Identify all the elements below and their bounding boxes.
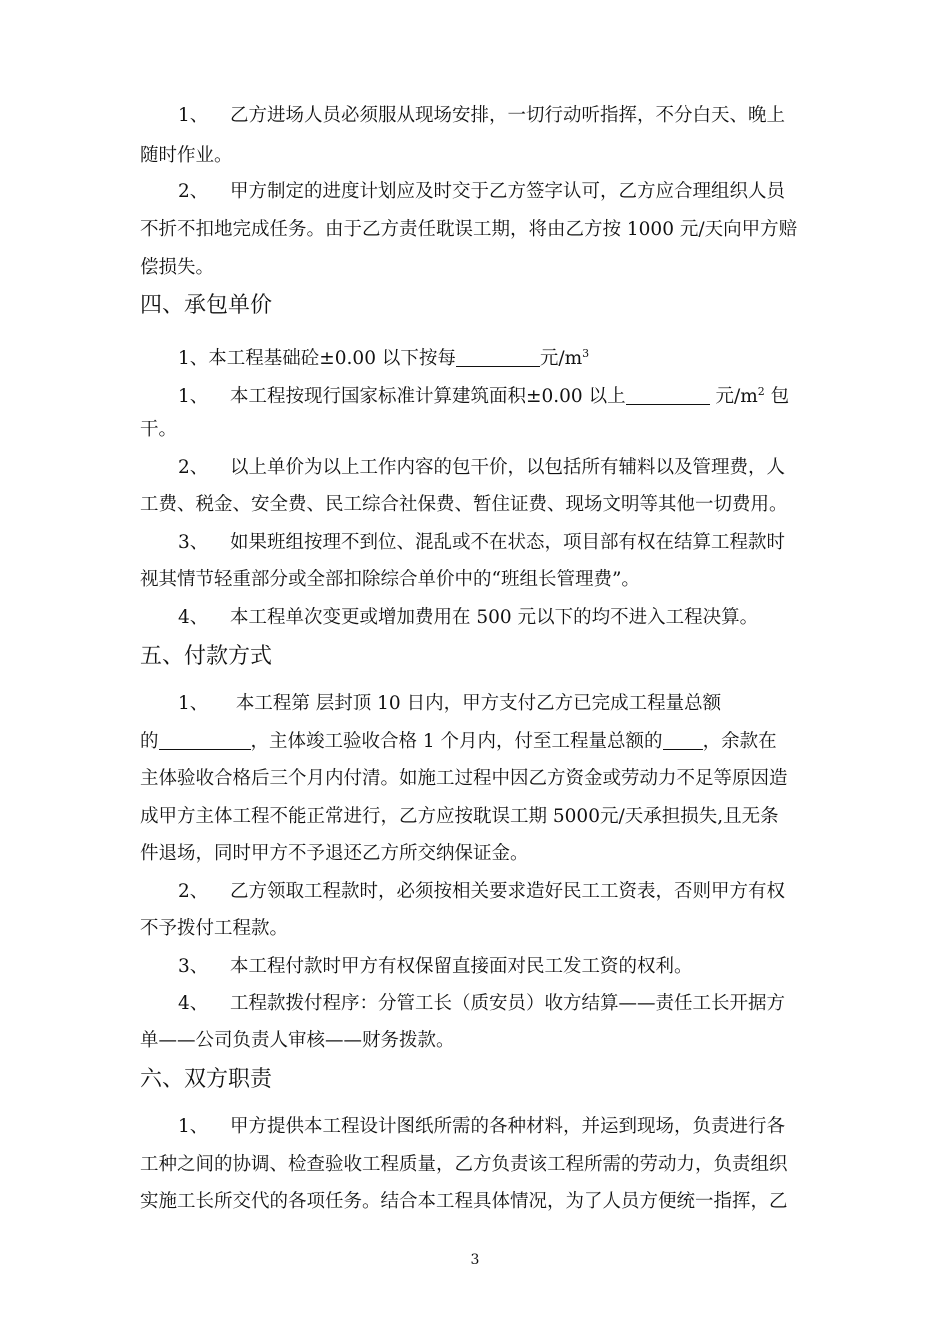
s5-item3: 3、 本工程付款时甲方有权保留直接面对民工发工资的权利。 (178, 956, 693, 977)
s6-item1-line2: 工种之间的协调、检查验收工程质量，乙方负责该工程所需的劳动力，负责组织 (140, 1154, 788, 1175)
s3-item1-line2: 随时作业。 (140, 145, 233, 166)
s4-item-e: 4、 本工程单次变更或增加费用在 500 元以下的均不进入工程决算。 (178, 607, 759, 628)
s3-item1-line1: 1、 乙方进场人员必须服从现场安排，一切行动听指挥，不分白天、晚上 (178, 105, 786, 126)
page-number: 3 (470, 1252, 480, 1268)
s4-item-a: 1、本工程基础砼±0.00 以下按每 元$/m^3$ (178, 347, 590, 370)
heading-section-4: 四、承包单价 (140, 293, 273, 318)
s5-item4-line2: 单——公司负责人审核——财务拨款。 (140, 1030, 455, 1051)
s4-item-d-line1: 3、 如果班组按理不到位、混乱或不在状态，项目部有权在结算工程款时 (178, 532, 786, 553)
blank-field (159, 731, 251, 750)
s5-item1-line5: 件退场，同时甲方不予退还乙方所交纳保证金。 (140, 843, 529, 864)
s5-item1-line3: 主体验收合格后三个月内付清。如施工过程中因乙方资金或劳动力不足等原因造 (140, 768, 788, 789)
blank-field (456, 348, 540, 367)
heading-section-5: 五、付款方式 (140, 644, 273, 669)
s3-item2-line3: 偿损失。 (140, 257, 215, 278)
blank-field (663, 731, 703, 750)
s5-item1-line4: 成甲方主体工程不能正常进行，乙方应按耽误工期 5000元/天承担损失,且无条 (140, 806, 779, 827)
blank-field (626, 386, 710, 405)
heading-section-6: 六、双方职责 (140, 1067, 273, 1092)
s3-item2-line1: 2、 甲方制定的进度计划应及时交于乙方签字认可，乙方应合理组织人员 (178, 181, 786, 202)
s5-item2-line1: 2、 乙方领取工程款时，必须按相关要求造好民工工资表，否则甲方有权 (178, 881, 786, 902)
s3-item2-line2: 不折不扣地完成任务。由于乙方责任耽误工期，将由乙方按 1000 元/天向甲方赔 (140, 219, 798, 240)
s4-item-c-line1: 2、 以上单价为以上工作内容的包干价，以包括所有辅料以及管理费，人 (178, 457, 786, 478)
s4-item-d-line2: 视其情节轻重部分或全部扣除综合单价中的“班组长管理费”。 (140, 569, 640, 590)
s4-item-c-line2: 工费、税金、安全费、民工综合社保费、暂住证费、现场文明等其他一切费用。 (140, 494, 788, 515)
s6-item1-line3: 实施工长所交代的各项任务。结合本工程具体情况，为了人员方便统一指挥，乙 (140, 1191, 788, 1212)
s5-item1-line2: 的 ，主体竣工验收合格 1 个月内，付至工程量总额的 ，余款在 (140, 731, 777, 752)
s5-item2-line2: 不予拨付工程款。 (140, 918, 289, 939)
s5-item4-line1: 4、 工程款拨付程序：分管工长（质安员）收方结算——责任工长开据方 (178, 993, 786, 1014)
s6-item1-line1: 1、 甲方提供本工程设计图纸所需的各种材料，并运到现场，负责进行各 (178, 1116, 786, 1137)
s5-item1-line1: 1、 本工程第 层封顶 10 日内，甲方支付乙方已完成工程量总额 (178, 693, 722, 714)
s4-item-b-line1: 1、 本工程按现行国家标准计算建筑面积±0.00 以上 元$/m^2$ 包 (178, 385, 790, 408)
s4-item-b-line2: 干。 (140, 419, 178, 440)
